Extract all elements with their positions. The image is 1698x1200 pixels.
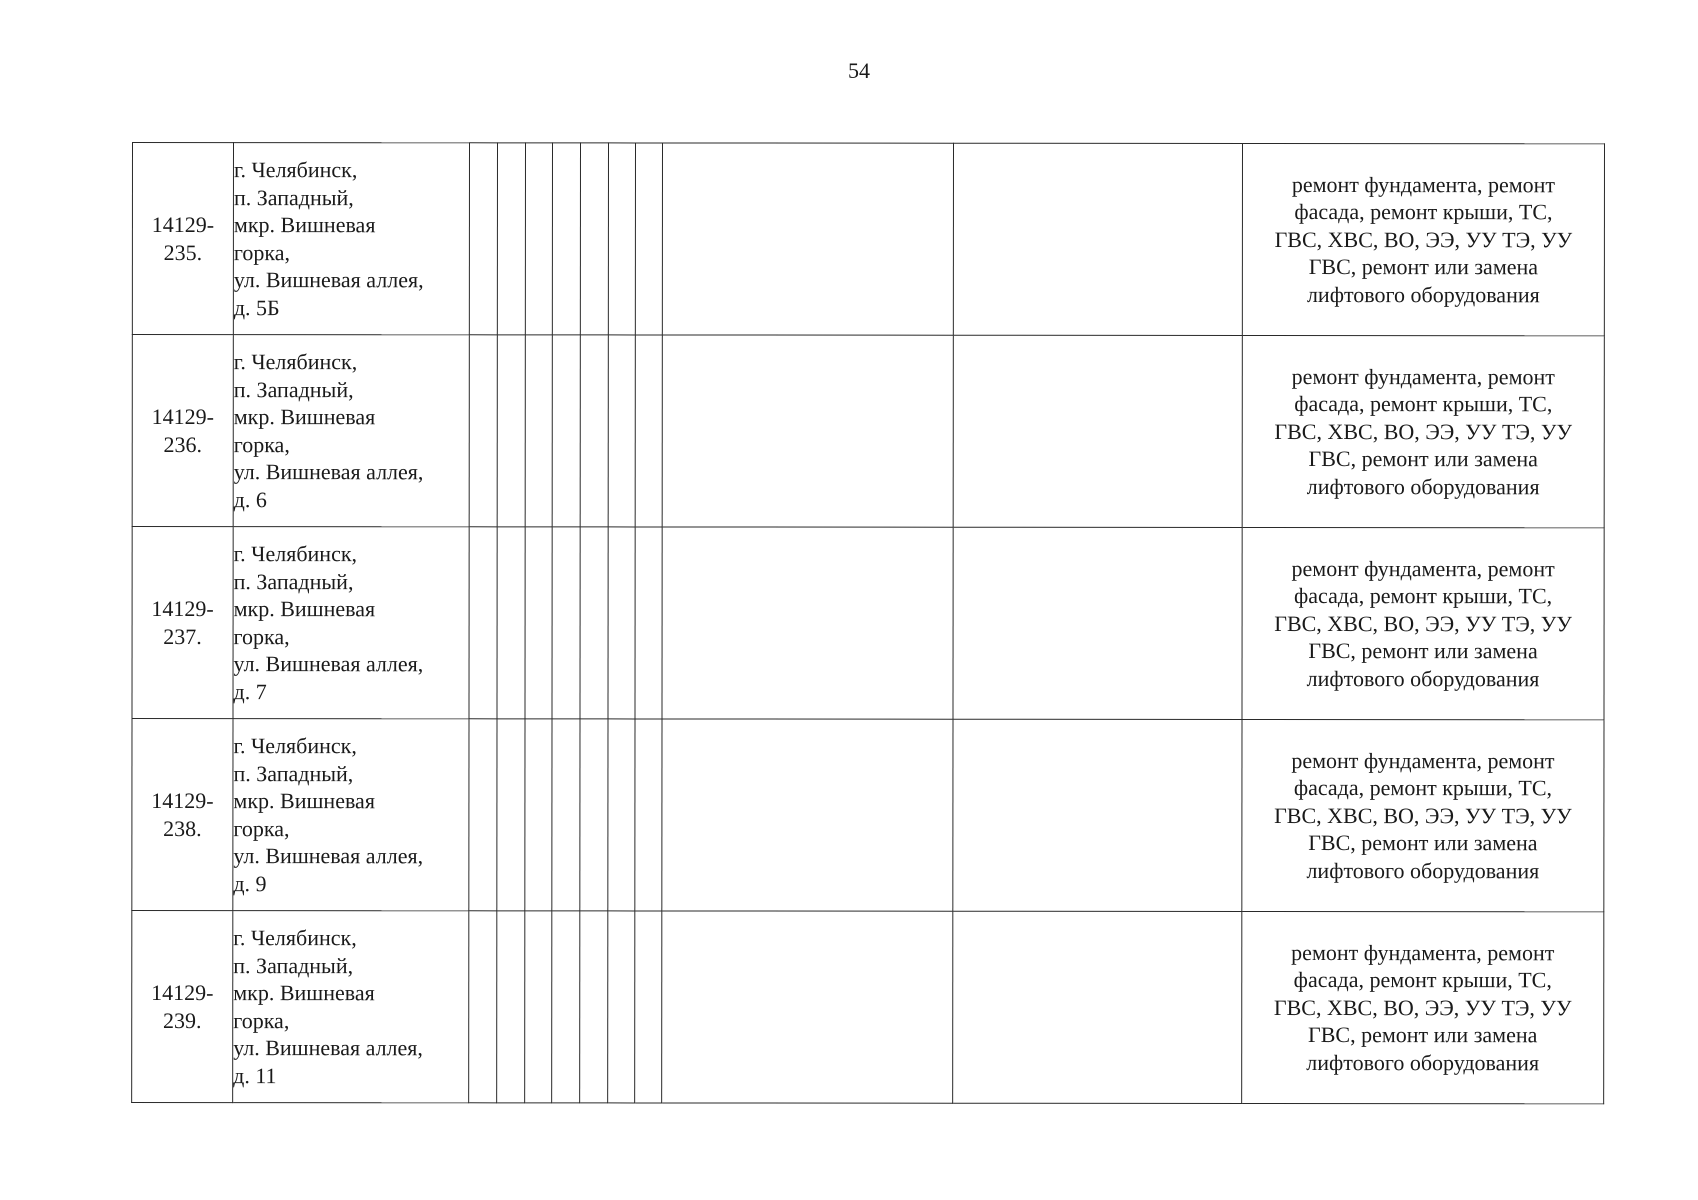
empty-narrow-cell — [608, 719, 635, 911]
repair-works-cell-line: фасада, ремонт крыши, ТС, — [1294, 199, 1553, 225]
empty-narrow-cell — [497, 143, 525, 335]
address-cell-line: горка, — [233, 239, 291, 265]
empty-narrow-cell — [525, 335, 552, 527]
repair-works-cell-line: лифтового оборудования — [1306, 857, 1540, 883]
row-number-line: 237. — [163, 623, 202, 649]
address-cell-line: ул. Вишневая аллея, — [233, 459, 424, 485]
repair-works-cell-line: ремонт фундамента, ремонт — [1291, 171, 1556, 197]
empty-narrow-cell — [552, 335, 580, 527]
address-cell-line: ул. Вишневая аллея, — [233, 267, 424, 293]
table-row — [132, 719, 1604, 912]
address-cell-line: мкр. Вишневая — [233, 212, 376, 238]
row-number-line: 14129- — [151, 788, 214, 814]
empty-cell — [953, 719, 1242, 911]
empty-cell — [662, 335, 953, 527]
empty-narrow-cell — [497, 911, 525, 1103]
repair-works-cell-line: ремонт фундамента, ремонт — [1291, 363, 1555, 389]
repair-works-cell — [1242, 527, 1604, 719]
empty-narrow-cell — [525, 719, 552, 911]
repair-works-cell-line: ремонт фундамента, ремонт — [1291, 747, 1555, 773]
row-number — [132, 911, 233, 1103]
empty-narrow-cell — [635, 143, 662, 335]
repair-works-cell-line: ГВС, ремонт или замена — [1308, 1022, 1538, 1048]
address-cell-line: мкр. Вишневая — [233, 596, 376, 622]
empty-cell — [662, 527, 953, 719]
address-cell — [233, 527, 469, 719]
address-cell-line: ул. Вишневая аллея, — [233, 1035, 423, 1061]
empty-narrow-cell — [580, 527, 608, 719]
empty-narrow-cell — [635, 911, 662, 1103]
address-cell-line: п. Западный, — [233, 184, 354, 210]
table-row — [132, 143, 1604, 336]
empty-narrow-cell — [608, 911, 635, 1103]
empty-narrow-cell — [608, 335, 635, 527]
repair-works-cell-line: фасада, ремонт крыши, ТС, — [1294, 583, 1553, 609]
repair-works-cell-line: ГВС, ХВС, ВО, ЭЭ, УУ ТЭ, УУ — [1274, 226, 1573, 253]
address-cell — [233, 335, 469, 527]
empty-narrow-cell — [552, 719, 580, 911]
address-cell-line: мкр. Вишневая — [233, 788, 375, 814]
row-number-line: 239. — [162, 1007, 202, 1033]
empty-cell — [953, 527, 1242, 719]
address-cell-line: ул. Вишневая аллея, — [233, 843, 424, 869]
address-cell-line: горка, — [233, 431, 290, 457]
repair-works-cell — [1242, 143, 1604, 335]
address-cell-line: п. Западный, — [233, 952, 354, 978]
repair-works-cell-line: ГВС, ремонт или замена — [1308, 254, 1539, 280]
address-cell-line: п. Западный, — [233, 760, 354, 786]
repair-works-cell — [1242, 335, 1604, 527]
empty-narrow-cell — [469, 335, 497, 527]
empty-cell — [953, 143, 1242, 335]
empty-cell — [662, 719, 953, 911]
address-cell-line: г. Челябинск, — [233, 541, 358, 567]
row-number-line: 235. — [163, 239, 203, 265]
empty-cell — [953, 911, 1242, 1103]
row-number-line: 14129- — [151, 212, 215, 238]
empty-narrow-cell — [580, 143, 608, 335]
address-cell-line: п. Западный, — [233, 376, 354, 402]
repair-works-cell-line: ремонт фундамента, ремонт — [1291, 939, 1555, 965]
empty-narrow-cell — [469, 911, 497, 1103]
empty-cell — [662, 911, 953, 1103]
repair-works-cell-line: ГВС, ХВС, ВО, ЭЭ, УУ ТЭ, УУ — [1274, 802, 1572, 829]
address-cell-line: г. Челябинск, — [233, 925, 357, 951]
repair-works-cell-line: фасада, ремонт крыши, ТС, — [1293, 967, 1552, 993]
address-cell-line: г. Челябинск, — [233, 733, 357, 759]
empty-narrow-cell — [469, 143, 497, 335]
empty-narrow-cell — [635, 335, 662, 527]
address-cell-line: д. 5Б — [233, 294, 280, 320]
empty-narrow-cell — [497, 527, 525, 719]
repair-works-cell-line: ГВС, ремонт или замена — [1308, 446, 1538, 472]
table-row — [132, 911, 1604, 1104]
repair-works-cell-line: ГВС, ремонт или замена — [1308, 830, 1538, 856]
address-cell-line: горка, — [233, 815, 290, 841]
repair-works-cell-line: ремонт фундамента, ремонт — [1291, 555, 1555, 581]
empty-narrow-cell — [552, 143, 580, 335]
address-cell-line: горка, — [233, 623, 290, 649]
repair-works-cell-line: ГВС, ремонт или замена — [1308, 638, 1538, 664]
empty-cell — [953, 335, 1242, 527]
empty-narrow-cell — [469, 719, 497, 911]
row-number-line: 14129- — [151, 980, 214, 1006]
repair-works-cell-line: фасада, ремонт крыши, ТС, — [1294, 391, 1553, 417]
address-cell-line: д. 11 — [233, 1062, 277, 1088]
address-cell-line: мкр. Вишневая — [233, 404, 376, 430]
repair-works-cell-line: лифтового оборудования — [1306, 665, 1540, 691]
address-cell-line: д. 7 — [233, 678, 267, 704]
repair-works-cell-line: лифтового оборудования — [1306, 281, 1540, 307]
address-cell-line: д. 6 — [233, 486, 267, 512]
empty-narrow-cell — [635, 527, 662, 719]
address-cell — [233, 143, 469, 335]
row-number — [132, 143, 233, 335]
repair-works-cell-line: ГВС, ХВС, ВО, ЭЭ, УУ ТЭ, УУ — [1274, 418, 1573, 445]
empty-narrow-cell — [469, 527, 497, 719]
table-row — [132, 527, 1604, 720]
address-cell-line: мкр. Вишневая — [233, 980, 375, 1006]
empty-narrow-cell — [525, 143, 552, 335]
address-cell — [233, 911, 469, 1103]
repair-works-cell-line: ГВС, ХВС, ВО, ЭЭ, УУ ТЭ, УУ — [1273, 994, 1572, 1021]
repair-works-cell-line: ГВС, ХВС, ВО, ЭЭ, УУ ТЭ, УУ — [1274, 610, 1572, 637]
repair-works-cell-line: фасада, ремонт крыши, ТС, — [1293, 775, 1553, 801]
empty-narrow-cell — [497, 335, 525, 527]
repair-works-cell — [1242, 911, 1604, 1103]
row-number-line: 14129- — [151, 596, 214, 622]
empty-cell — [662, 143, 953, 335]
address-cell — [233, 719, 469, 911]
repair-works-cell-line: лифтового оборудования — [1306, 473, 1540, 499]
row-number — [132, 719, 233, 911]
empty-narrow-cell — [525, 527, 552, 719]
empty-narrow-cell — [580, 719, 608, 911]
row-number-line: 238. — [163, 815, 202, 841]
table-body — [132, 143, 1605, 1104]
address-cell-line: д. 9 — [233, 870, 267, 896]
empty-narrow-cell — [608, 143, 635, 335]
address-cell-line: п. Западный, — [233, 568, 354, 594]
repair-works-cell — [1242, 719, 1604, 911]
empty-narrow-cell — [635, 719, 662, 911]
row-number-line: 236. — [163, 431, 202, 457]
row-number-line: 14129- — [151, 404, 214, 430]
row-number — [132, 335, 233, 527]
repair-works-cell-line: лифтового оборудования — [1306, 1049, 1540, 1075]
empty-narrow-cell — [580, 911, 608, 1103]
page-number: 54 — [848, 58, 870, 83]
empty-narrow-cell — [552, 527, 580, 719]
capital-repair-table — [131, 142, 1605, 1104]
table-row — [132, 335, 1604, 528]
address-cell-line: г. Челябинск, — [233, 157, 358, 183]
empty-narrow-cell — [580, 335, 608, 527]
address-cell-line: г. Челябинск, — [233, 349, 358, 375]
empty-narrow-cell — [525, 911, 552, 1103]
empty-narrow-cell — [497, 719, 525, 911]
row-number — [132, 527, 233, 719]
address-cell-line: ул. Вишневая аллея, — [233, 651, 424, 677]
empty-narrow-cell — [608, 527, 635, 719]
address-cell-line: горка, — [233, 1007, 290, 1033]
empty-narrow-cell — [552, 911, 580, 1103]
